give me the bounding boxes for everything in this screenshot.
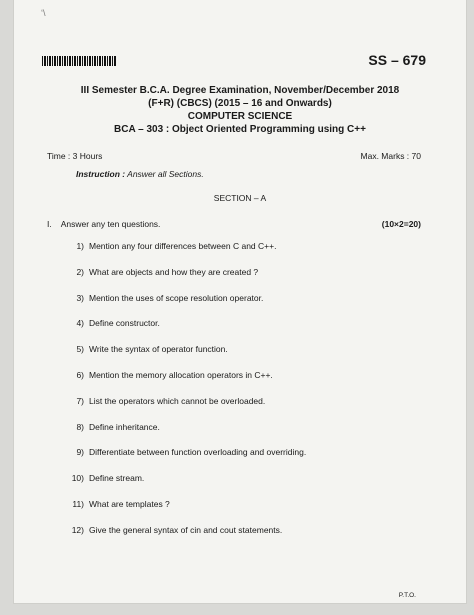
item-text: Define inheritance. [89, 421, 160, 432]
item-number: 4) [76, 318, 84, 329]
question-number: I. [47, 219, 52, 229]
list-item [69, 525, 306, 551]
item-number: 5) [76, 344, 84, 355]
paper-code: SS – 679 [368, 52, 426, 68]
max-marks: Max. Marks : 70 [360, 151, 421, 161]
item-text: Mention any four differences between C and C++. [89, 241, 277, 251]
section-title: SECTION – A [213, 193, 267, 203]
list-item [69, 267, 306, 293]
item-text: Mention the uses of scope resolution operator. [89, 292, 264, 303]
item-number: 1) [76, 241, 84, 251]
barcode-image [42, 56, 116, 66]
instruction [76, 169, 204, 179]
item-text: Define constructor. [89, 318, 160, 329]
question-marks: (10×2=20) [381, 219, 421, 229]
item-number: 8) [76, 421, 84, 432]
page-turn-note: P.T.O. [398, 592, 416, 599]
instruction-label: Instruction : [76, 169, 126, 179]
instruction-text: Answer all Sections. [127, 169, 204, 179]
item-text: Mention the memory allocation operators in C++. [89, 369, 273, 380]
list-item [69, 318, 306, 344]
list-item [69, 422, 306, 448]
item-text: What are objects and how they are created ? [89, 266, 259, 277]
item-number: 9) [76, 447, 84, 458]
time-limit: Time : 3 Hours [47, 151, 103, 161]
item-number: 11) [72, 498, 84, 509]
question-list [69, 241, 306, 551]
subject: COMPUTER SCIENCE [187, 111, 293, 122]
item-text: Define stream. [89, 473, 145, 484]
item-number: 12) [71, 524, 84, 535]
item-text: What are templates ? [89, 498, 170, 509]
item-number: 6) [76, 369, 84, 380]
question-text: Answer any ten questions. [60, 219, 161, 229]
exam-paper [14, 0, 466, 603]
item-number: 3) [76, 292, 84, 303]
exam-scheme: (F+R) (CBCS) (2015 – 16 and Onwards) [148, 98, 332, 109]
question-heading [47, 219, 160, 229]
list-item [69, 344, 306, 370]
list-item [69, 370, 306, 396]
list-item [69, 499, 306, 525]
item-text: Differentiate between function overloading and overriding. [89, 447, 307, 458]
course-title: BCA – 303 : Object Oriented Programming using C++ [114, 124, 366, 135]
exam-title: III Semester B.C.A. Degree Examination, November/December 2018 [80, 85, 400, 96]
list-item [69, 447, 306, 473]
item-number: 2) [76, 266, 84, 277]
list-item [69, 473, 306, 499]
item-number: 7) [76, 395, 84, 406]
list-item [69, 241, 306, 267]
item-number: 10) [71, 473, 84, 484]
corner-mark: ‘\ [41, 8, 46, 18]
item-text: Give the general syntax of cin and cout statements. [89, 524, 283, 535]
item-text: List the operators which cannot be overloaded. [89, 395, 266, 406]
list-item [69, 396, 306, 422]
item-text: Write the syntax of operator function. [89, 344, 228, 355]
list-item [69, 293, 306, 319]
